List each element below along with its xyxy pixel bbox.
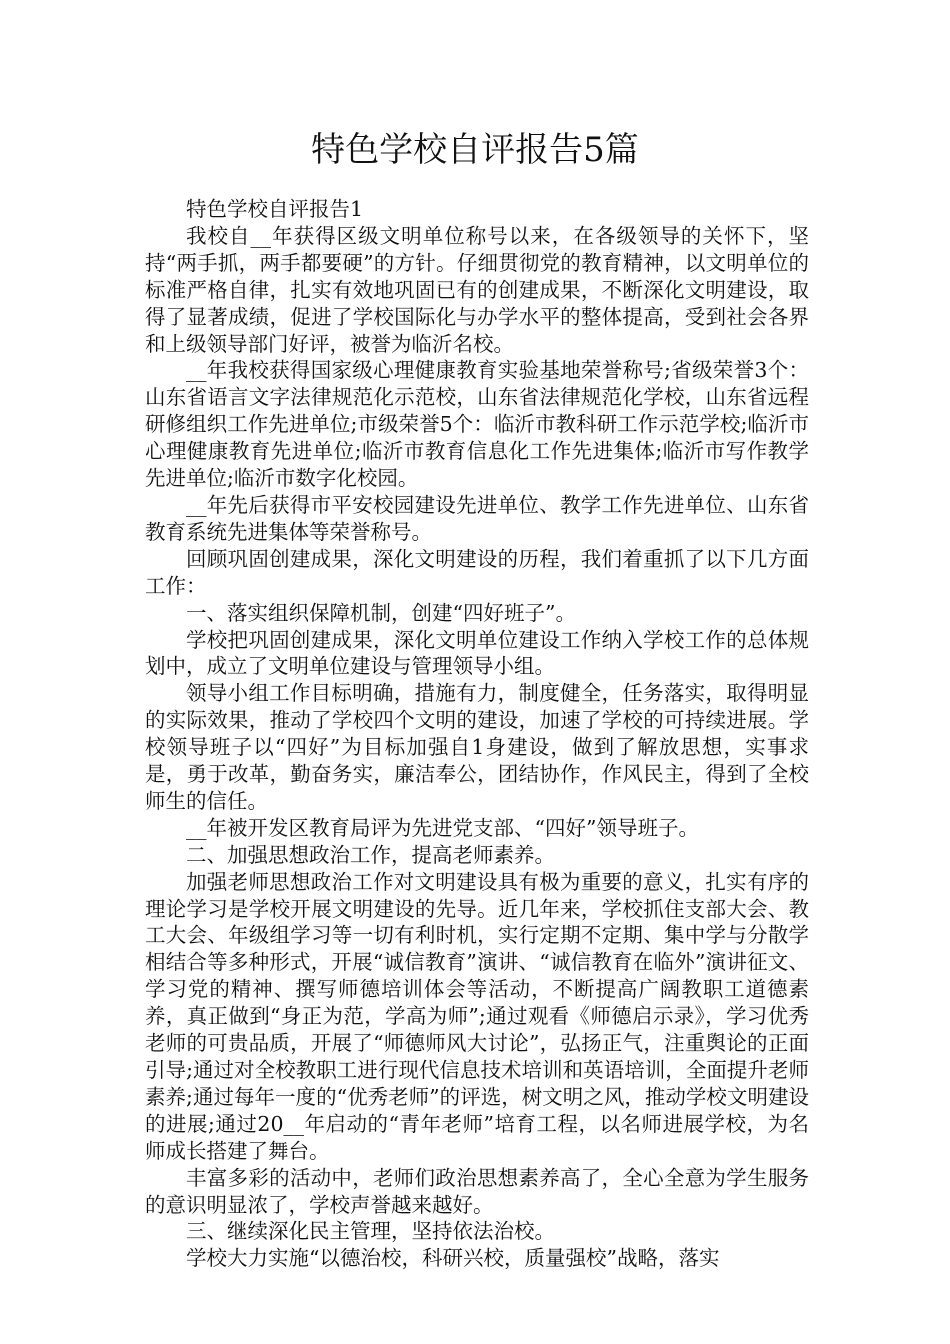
paragraph: 回顾巩固创建成果，深化文明建设的历程，我们着重抓了以下几方面工作： [145, 546, 809, 598]
section-heading: 二、加强思想政治工作，提高老师素养。 [186, 842, 555, 867]
paragraph: 我校自__年获得区级文明单位称号以来，在各级领导的关怀下，坚持“两手抓，两手都要硬”的方针。仔细贯彻党的教育精神，以文明单位的标准严格自律，扎实有效地巩固已有的创建成果，不断深化文明建设，取得了显著成绩，促进了学校国际化与办学水平的整体提高，受到社会各界和上级领导部门好评，被誉为临沂名校。 [145, 223, 809, 356]
document-body [145, 196, 809, 1272]
document-title: 特色学校自评报告5篇 [311, 130, 639, 170]
paragraph: __年被开发区教育局评为先进党支部、“四好”领导班子。 [186, 815, 699, 840]
paragraph: 丰富多彩的活动中，老师们政治思想素养高了，全心全意为学生服务的意识明显浓了，学校声誉越来越好。 [145, 1165, 809, 1217]
paragraph: __年先后获得市平安校园建设先进单位、教学工作先进单位、山东省教育系统先进集体等荣誉称号。 [145, 492, 809, 544]
paragraph: 学校把巩固创建成果，深化文明单位建设工作纳入学校工作的总体规划中，成立了文明单位建设与管理领导小组。 [145, 627, 809, 679]
paragraph: __年我校获得国家级心理健康教育实验基地荣誉称号;省级荣誉3个：山东省语言文字法律规范化示范校，山东省法律规范化学校，山东省远程研修组织工作先进单位;市级荣誉5个：临沂市教科研工作示范学校;临沂市心理健康教育先进单位;临沂市教育信息化工作先进集体;临沂市写作教学先进单位;临沂市数字化校园。 [145, 358, 809, 491]
paragraph-subtitle: 特色学校自评报告1 [186, 197, 364, 221]
paragraph: 学校大力实施“以德治校，科研兴校，质量强校”战略，落实 [186, 1246, 720, 1271]
paragraph: 加强老师思想政治工作对文明建设具有极为重要的意义，扎实有序的理论学习是学校开展文明建设的先导。近几年来，学校抓住支部大会、教工大会、年级组学习等一切有利时机，实行定期不定期、集中学与分散学相结合等多种形式，开展“诚信教育”演讲、“诚信教育在临外”演讲征文、学习党的精神、撰写师德培训体会等活动，不断提高广阔教职工道德素养，真正做到“身正为范，学高为师”;通过观看《师德启示录》，学习优秀老师的可贵品质，开展了“师德师风大讨论”，弘扬正气，注重舆论的正面引导;通过对全校教职工进行现代信息技术培训和英语培训，全面提升老师素养;通过每年一度的“优秀老师”的评选，树文明之风，推动学校文明建设的进展;通过20__年启动的“青年老师”培育工程，以名师进展学校，为名师成长搭建了舞台。 [145, 869, 809, 1163]
section-heading: 三、继续深化民主管理，坚持依法治校。 [186, 1219, 555, 1244]
section-heading: 一、落实组织保障机制，创建“四好班子”。 [186, 600, 576, 625]
paragraph: 领导小组工作目标明确，措施有力，制度健全，任务落实，取得明显的实际效果，推动了学校四个文明的建设，加速了学校的可持续进展。学校领导班子以“四好”为目标加强自1身建设，做到了解放思想，实事求是，勇于改革，勤奋务实，廉洁奉公，团结协作，作风民主，得到了全校师生的信任。 [145, 681, 809, 813]
